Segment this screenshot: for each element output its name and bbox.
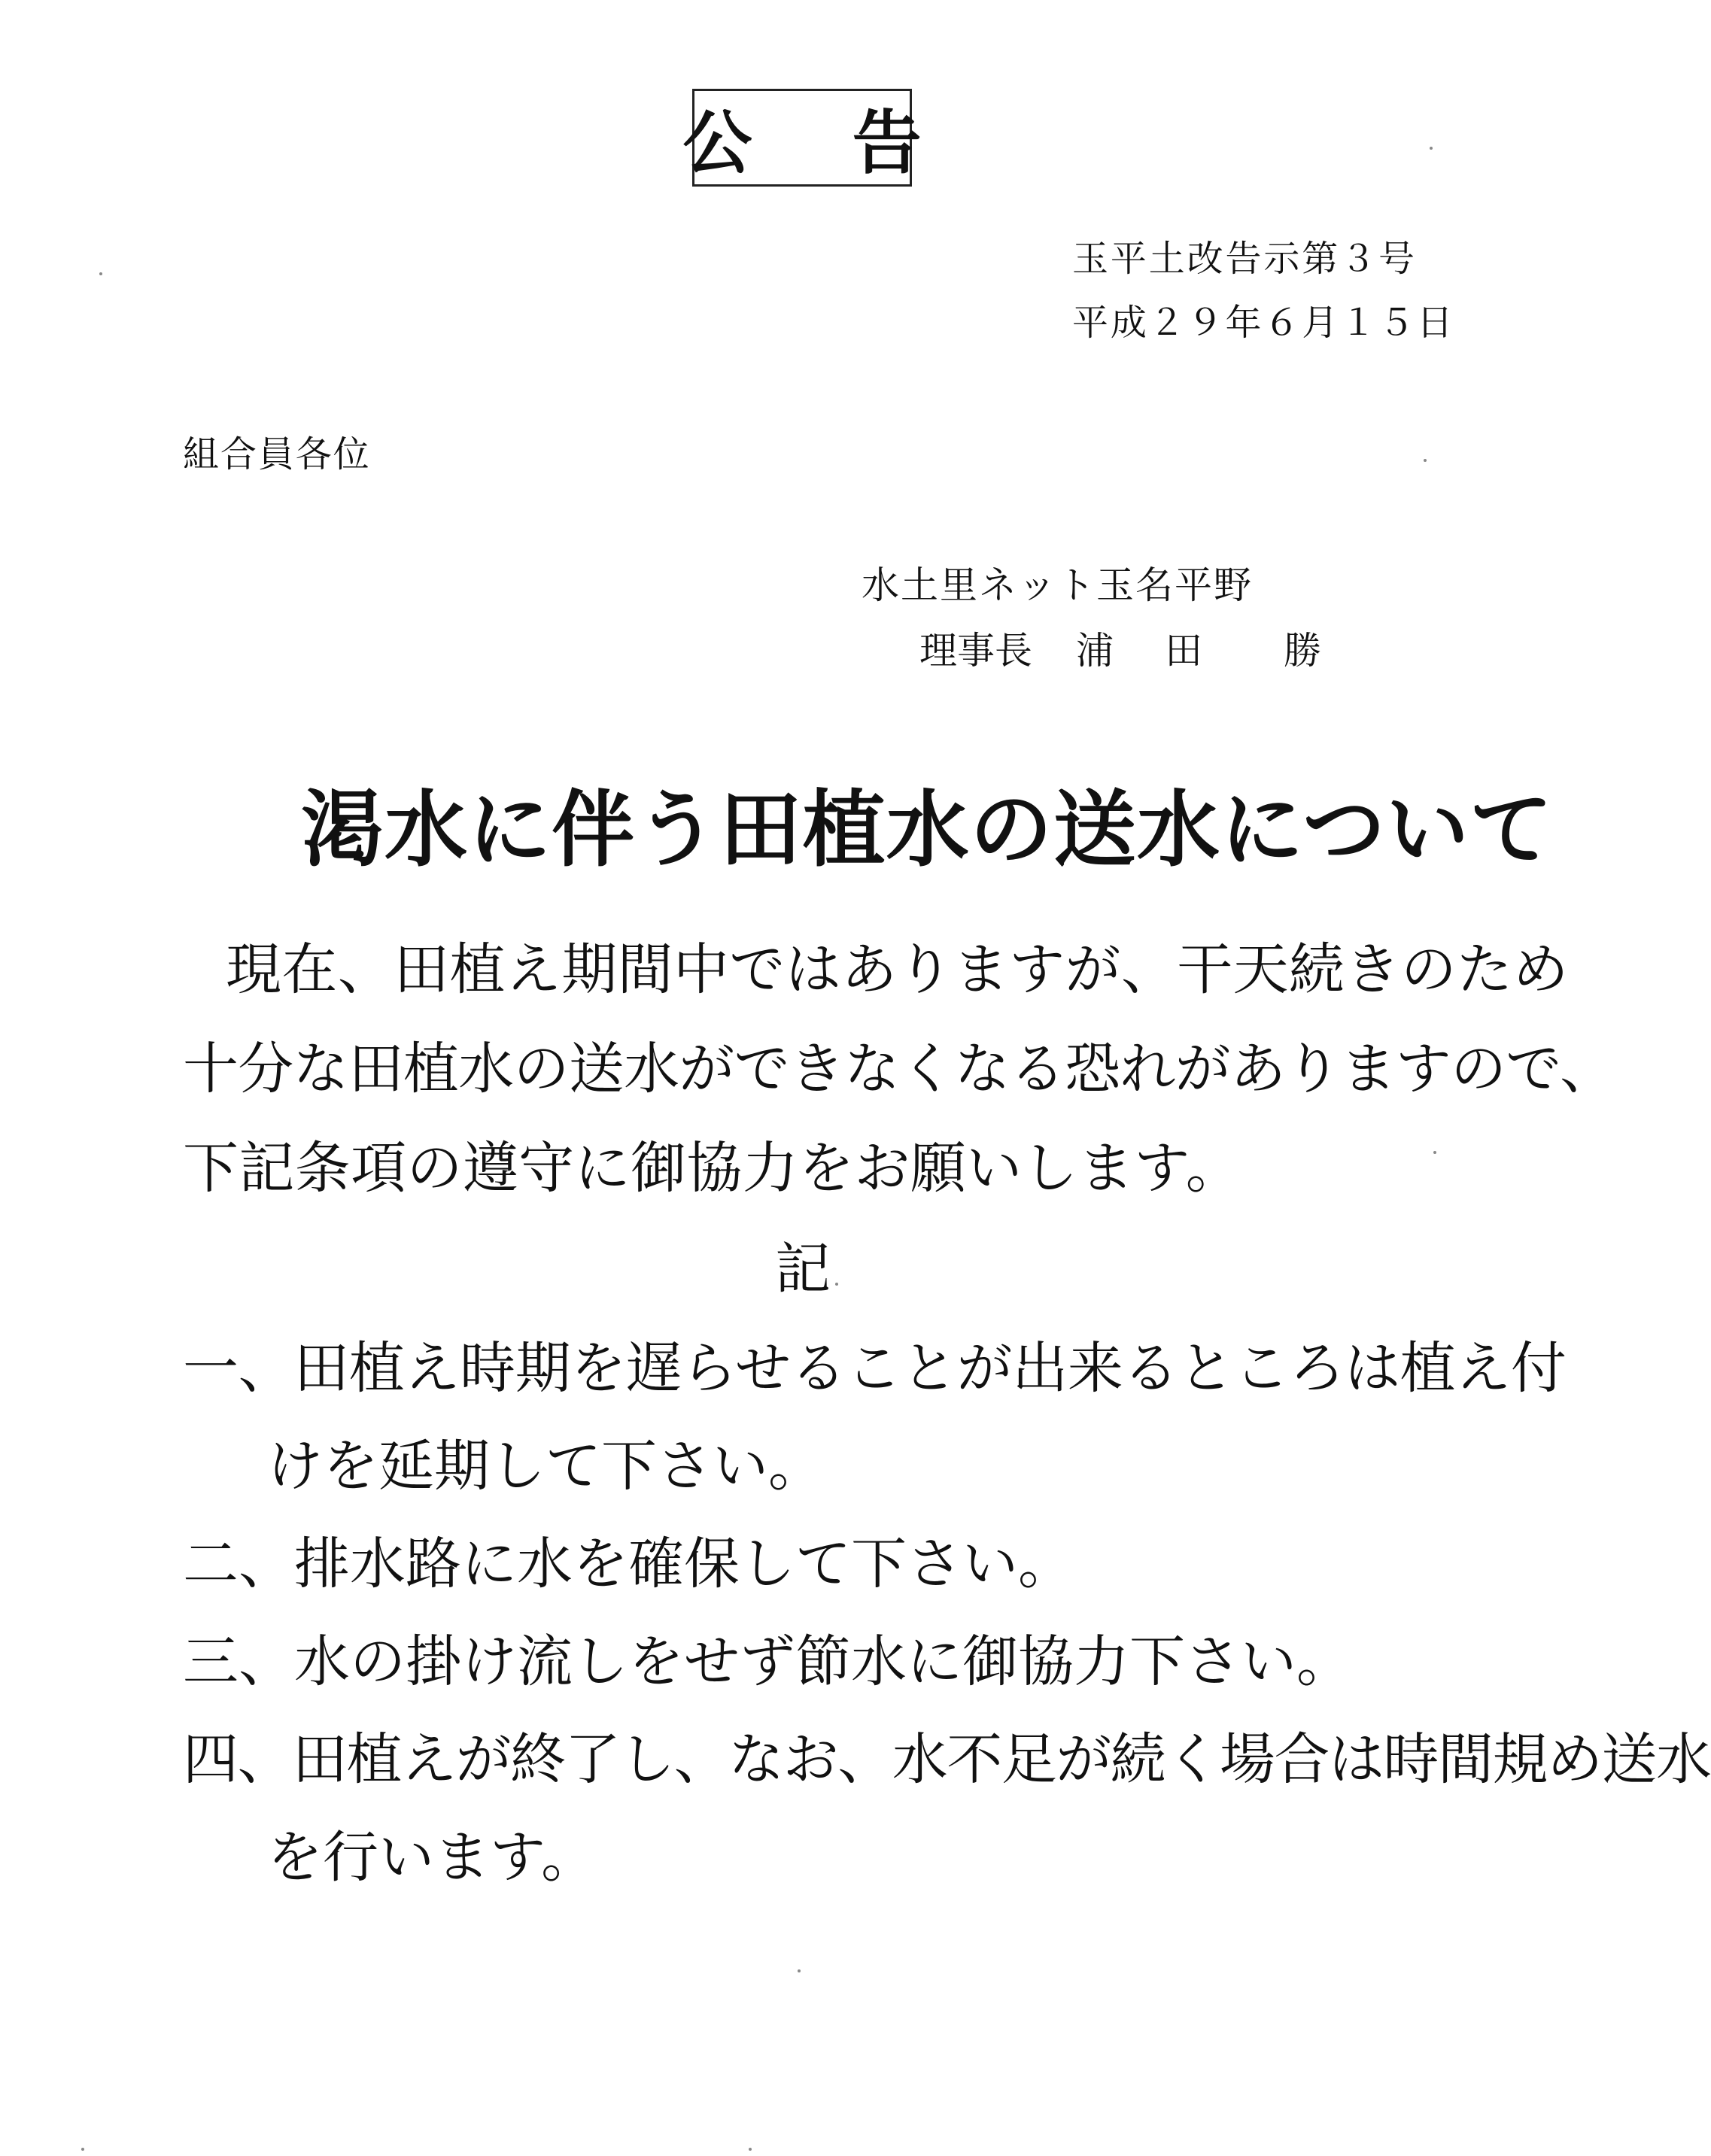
- notice-label-box: [682, 89, 960, 187]
- scan-speck: [1433, 1151, 1436, 1154]
- scan-speck: [1424, 459, 1427, 462]
- list-item: 一、田植え時期を遅らせることが出来るところは植え付: [183, 1336, 1567, 1401]
- list-item-continuation: けを延期して下さい。: [267, 1434, 824, 1499]
- sender-role: 理事長: [919, 629, 1032, 673]
- sender-signature: [919, 621, 1321, 675]
- sender-name-part: 勝: [1284, 629, 1321, 673]
- scan-speck: [798, 1969, 801, 1972]
- document-title: 渇水に伴う田植水の送水について: [301, 782, 1554, 878]
- notice-date: 平成２９年６月１５日: [1072, 302, 1455, 344]
- list-item: 二、排水路に水を確保して下さい。: [183, 1532, 1074, 1596]
- ki-heading: 記: [775, 1237, 831, 1301]
- scan-speck: [99, 272, 102, 275]
- list-item: 三、水の掛け流しをせず節水に御協力下さい。: [183, 1629, 1352, 1694]
- body-paragraph-line: 十分な田植水の送水ができなくなる恐れがありますので、: [183, 1037, 1615, 1101]
- sender-name-part: 田: [1165, 629, 1202, 673]
- addressee: 組合員各位: [183, 433, 371, 475]
- scan-speck: [81, 2148, 84, 2151]
- body-paragraph-line: 現在、田植え期間中ではありますが、干天続きのため: [226, 937, 1569, 1002]
- body-paragraph-line: 下記条項の遵守に御協力をお願いします。: [183, 1136, 1242, 1201]
- scan-speck: [749, 2148, 752, 2151]
- list-item: 四、田植えが終了し、なお、水不足が続く場合は時間規め送水: [183, 1727, 1711, 1792]
- sender-name-part: 浦: [1076, 629, 1114, 673]
- notice-label: 公 告: [682, 103, 960, 184]
- scan-speck: [835, 1283, 838, 1286]
- sender-organization: 水土里ネット玉名平野: [862, 563, 1253, 607]
- scan-speck: [1430, 147, 1433, 150]
- notice-number: 玉平土改告示第３号: [1072, 238, 1417, 280]
- list-item-continuation: を行います。: [267, 1825, 597, 1890]
